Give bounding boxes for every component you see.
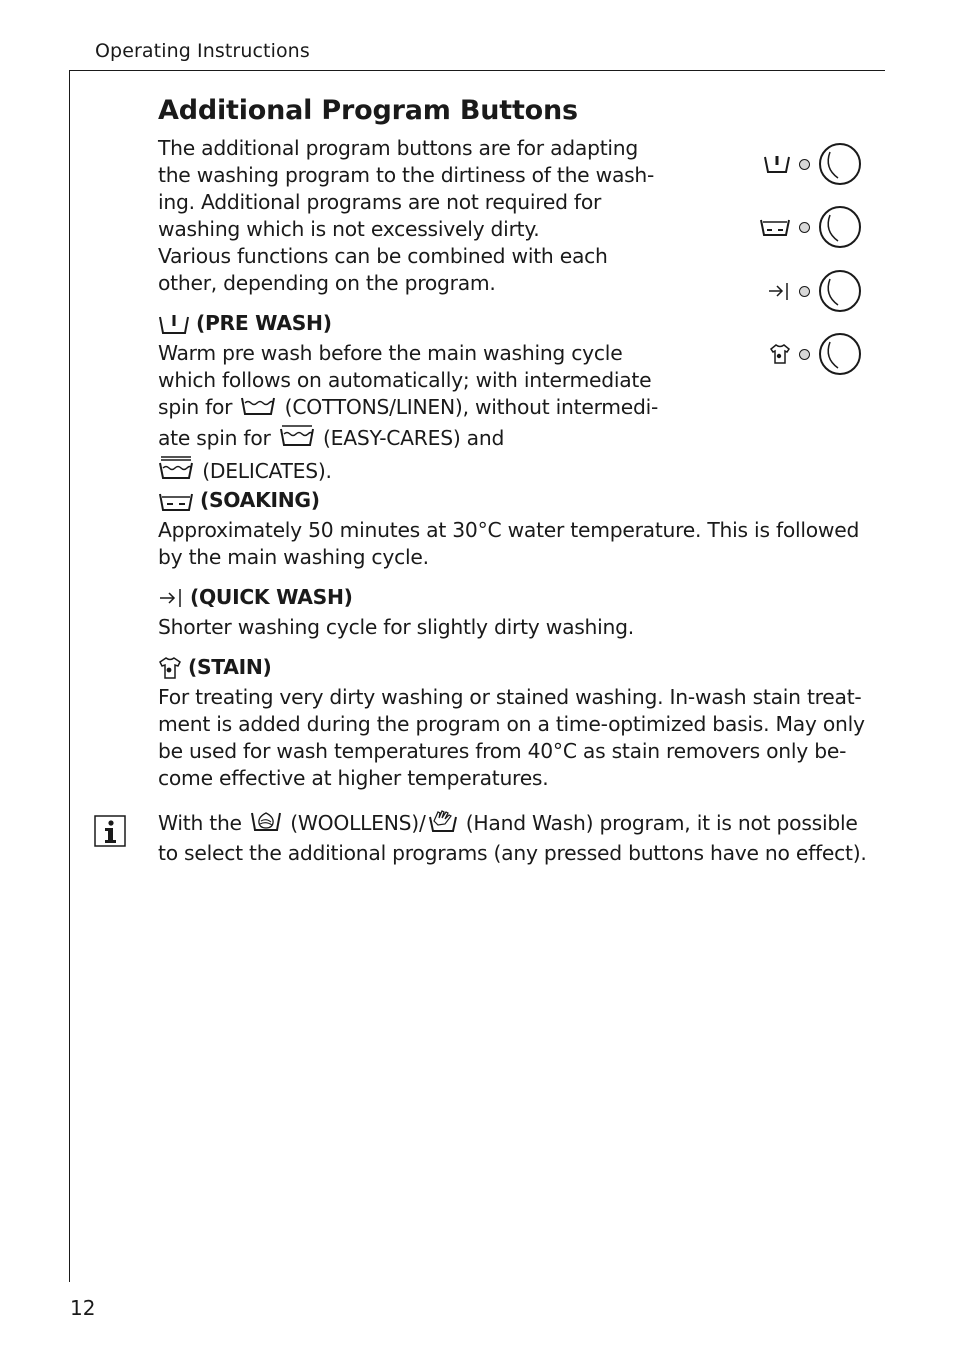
stain-description: For treating very dirty washing or stained washing. In-wash stain treat- ment is added during the program on a time-optimized basis. May only be used for wash temperatures from 40°C as stain removers only be- come effective at higher temperatures.	[158, 685, 865, 790]
push-button[interactable]	[818, 205, 862, 249]
page-number: 12	[70, 1296, 96, 1320]
easy-cares-icon	[279, 424, 315, 455]
soaking-icon	[759, 216, 791, 238]
soaking-description: Approximately 50 minutes at 30°C water temperature. This is followed by the main washing cycle.	[158, 518, 860, 569]
section-title: Additional Program Buttons	[158, 95, 578, 126]
quickwash-description: Shorter washing cycle for slightly dirty washing.	[158, 615, 634, 639]
stain-icon	[769, 343, 791, 365]
delicates-icon	[158, 455, 194, 488]
cottons-linen-icon	[240, 395, 276, 424]
pre-wash-icon	[158, 312, 190, 336]
note-text: With the (WOOLLENS)/ (Hand Wash) program, it is not possible to select the additional programs (any pressed buttons have no effect).	[158, 811, 867, 865]
soaking-icon	[158, 489, 194, 513]
indicator-lamp	[799, 286, 810, 297]
indicator-lamp	[799, 222, 810, 233]
header-rule	[69, 70, 885, 71]
prewash-description: Warm pre wash before the main washing cycle which follows on automatically; with intermediate spin for (COTTONS/LINEN), without intermedi- ate spin for (EASY-CARES) and (DELICATES).	[158, 340, 668, 488]
quickwash-heading: (QUICK WASH)	[158, 584, 353, 611]
push-button[interactable]	[818, 269, 862, 313]
panel-row-soaking	[740, 205, 862, 249]
margin-rule	[69, 70, 70, 1282]
pre-wash-icon	[763, 153, 791, 175]
intro-paragraph: The additional program buttons are for adapting the washing program to the dirtiness of the wash- ing. Additional programs are not required for washing which is not excessively dirty. Various functions can be combined with each other, depending on the program.	[158, 136, 655, 295]
soaking-heading: (SOAKING)	[158, 487, 320, 514]
panel-row-prewash	[740, 142, 862, 186]
panel-row-quickwash	[740, 269, 862, 313]
running-header: Operating Instructions	[95, 40, 310, 62]
info-icon	[94, 815, 126, 847]
quick-wash-icon	[158, 586, 184, 610]
indicator-lamp	[799, 349, 810, 360]
hand-wash-icon	[428, 809, 458, 840]
indicator-lamp	[799, 159, 810, 170]
stain-icon	[158, 656, 182, 680]
prewash-heading: (PRE WASH)	[158, 310, 332, 337]
quick-wash-icon	[767, 280, 791, 302]
stain-heading: (STAIN)	[158, 654, 272, 681]
push-button[interactable]	[818, 332, 862, 376]
push-button[interactable]	[818, 142, 862, 186]
woollens-icon	[250, 809, 282, 840]
panel-row-stain	[740, 332, 862, 376]
